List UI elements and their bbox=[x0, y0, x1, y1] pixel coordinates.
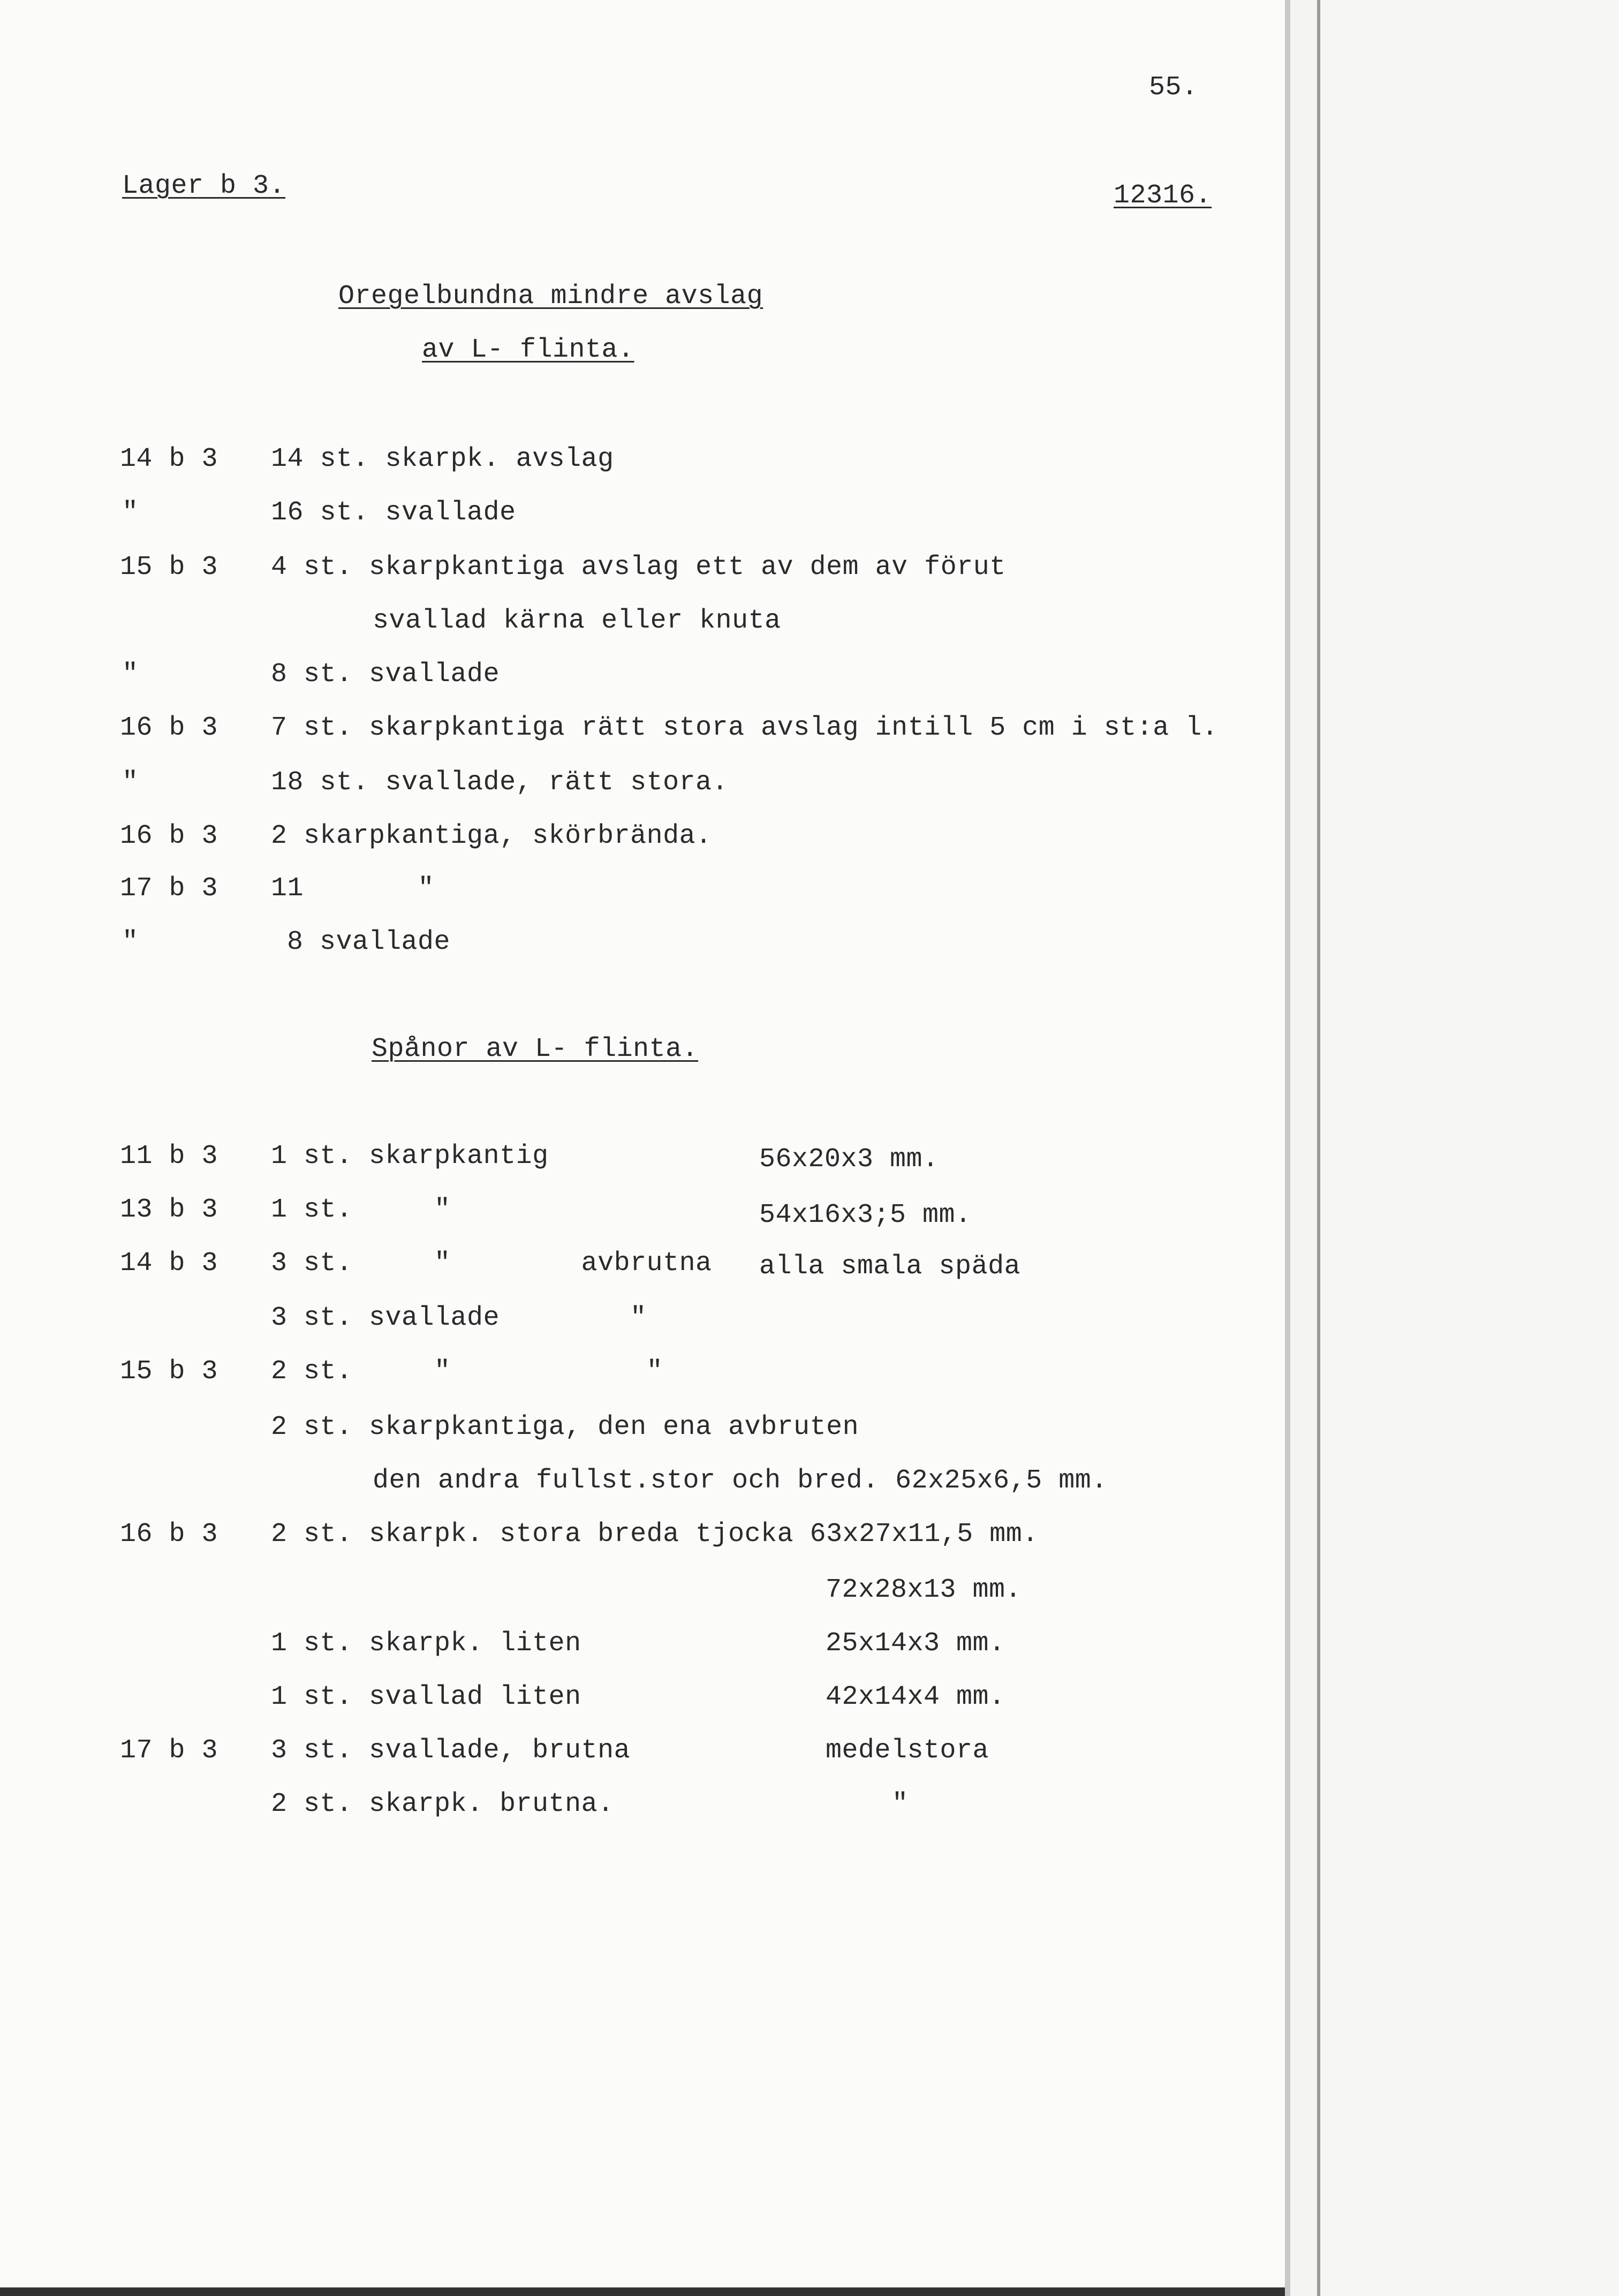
row-text: svallad kärna eller knuta bbox=[373, 606, 781, 636]
row-measurement: 42x14x4 mm. bbox=[826, 1682, 1005, 1712]
row-location: 15 b 3 bbox=[120, 552, 218, 583]
row-text: den andra fullst.stor och bred. 62x25x6,5 mm. bbox=[373, 1466, 1108, 1496]
row-text: 1 st. svallad liten bbox=[271, 1682, 581, 1712]
row-text: 3 st. " avbrutna bbox=[271, 1248, 712, 1279]
row-text: 8 svallade bbox=[287, 927, 451, 957]
row-text: 3 st. svallade, brutna bbox=[271, 1735, 631, 1766]
row-text: 4 st. skarpkantiga avslag ett av dem av förut bbox=[271, 552, 1006, 583]
row-text: 2 st. " " bbox=[271, 1356, 663, 1387]
section1-title-line2: av L- flinta. bbox=[422, 335, 634, 365]
row-location: 15 b 3 bbox=[120, 1356, 218, 1387]
row-measurement: 54x16x3;5 mm. bbox=[759, 1200, 972, 1230]
catalog-number: 12316. bbox=[1114, 180, 1212, 211]
row-text: 8 st. svallade bbox=[271, 659, 500, 690]
row-text: 18 st. svallade, rätt stora. bbox=[271, 767, 729, 798]
row-measurement: 25x14x3 mm. bbox=[826, 1628, 1005, 1659]
row-location: 16 b 3 bbox=[120, 1519, 218, 1550]
section2-title: Spånor av L- flinta. bbox=[372, 1034, 699, 1064]
page-binding-edge bbox=[1285, 0, 1290, 2296]
row-location: 14 b 3 bbox=[120, 444, 218, 474]
scan-background bbox=[1320, 0, 1619, 2296]
row-text: 2 st. skarpk. stora breda tjocka 63x27x11,5 mm. bbox=[271, 1519, 1039, 1550]
row-location: 13 b 3 bbox=[120, 1195, 218, 1225]
row-location: " bbox=[122, 927, 139, 957]
row-text: 7 st. skarpkantiga rätt stora avslag intill 5 cm i st:a l. bbox=[271, 713, 1219, 743]
scan-bottom-edge bbox=[0, 2287, 1285, 2296]
row-text: 16 st. svallade bbox=[271, 497, 516, 528]
row-location: 17 b 3 bbox=[120, 873, 218, 904]
row-measurement: alla smala späda bbox=[759, 1251, 1021, 1282]
row-text: 11 " bbox=[271, 873, 435, 904]
storage-label: Lager b 3. bbox=[122, 171, 286, 201]
row-location: 17 b 3 bbox=[120, 1735, 218, 1766]
row-text: 2 st. skarpk. brutna. bbox=[271, 1789, 614, 1819]
row-location: 11 b 3 bbox=[120, 1141, 218, 1172]
row-location: 14 b 3 bbox=[120, 1248, 218, 1279]
row-text: 14 st. skarpk. avslag bbox=[271, 444, 614, 474]
row-text: 1 st. skarpk. liten bbox=[271, 1628, 581, 1659]
row-text: 1 st. skarpkantig bbox=[271, 1141, 549, 1172]
row-text: 2 skarpkantiga, skörbrända. bbox=[271, 821, 712, 851]
row-location: " bbox=[122, 659, 139, 690]
page-number: 55. bbox=[1149, 72, 1198, 103]
row-location: " bbox=[122, 767, 139, 798]
section1-title-line1: Oregelbundna mindre avslag bbox=[338, 281, 763, 312]
row-measurement: 72x28x13 mm. bbox=[826, 1575, 1022, 1605]
row-measurement: 56x20x3 mm. bbox=[759, 1144, 939, 1175]
row-text: 2 st. skarpkantiga, den ena avbruten bbox=[271, 1412, 859, 1442]
row-text: 3 st. svallade " bbox=[271, 1303, 647, 1333]
row-measurement: medelstora bbox=[826, 1735, 989, 1766]
row-location: 16 b 3 bbox=[120, 821, 218, 851]
row-text: 1 st. " bbox=[271, 1195, 451, 1225]
row-location: 16 b 3 bbox=[120, 713, 218, 743]
row-location: " bbox=[122, 497, 139, 528]
row-measurement: " bbox=[892, 1789, 909, 1819]
